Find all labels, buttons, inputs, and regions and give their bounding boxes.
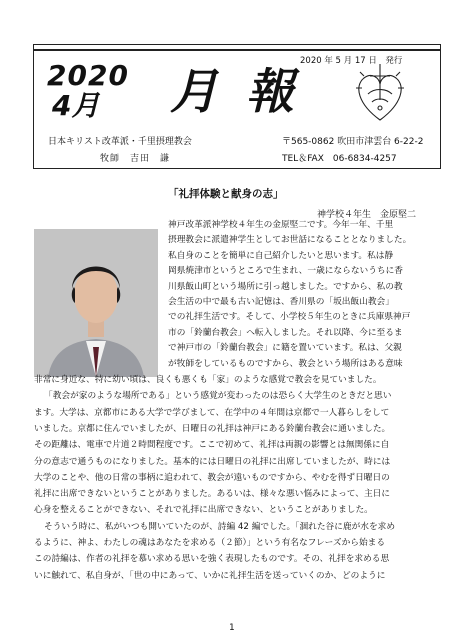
article-byline: 神学校４年生 金原堅二 xyxy=(317,210,417,220)
body-line: 岡県焼津市というところで生まれ、一歳にならないうちに香 xyxy=(168,266,403,277)
body-line: 私自身のことを簡単に自己紹介したいと思います。私は静 xyxy=(168,250,394,261)
body-line: で神戸市の「鈴蘭台教会」に籍を置いています。私は、父親 xyxy=(168,343,402,354)
body-line: そういう時に、私がいつも開いていたのが、詩編 42 編でした。「涸れた谷に鹿が水を求め xyxy=(44,521,396,532)
masthead-top-rule xyxy=(33,49,441,51)
body-line: 川県飯山町という場所に引っ越しました。ですから、私の教 xyxy=(168,281,403,292)
church-logo-icon xyxy=(350,60,410,126)
church-name: 日本キリスト改革派・千里摂理教会 xyxy=(48,137,192,147)
masthead-title: 月報 xyxy=(170,64,323,120)
body-line: での礼拝生活です。そして、小学校５年生のときに兵庫県神戸 xyxy=(168,312,411,323)
body-line: その距離は、電車で片道２時間程度です。ここで初めて、礼拝は両親の影響とは無関係に自 xyxy=(34,440,390,451)
church-tel: TEL＆FAX 06-6834-4257 xyxy=(282,154,397,164)
issue-date: 2020 年 5 月 17 日 発行 xyxy=(300,56,403,66)
body-line: 「教会が家のような場所である」という感覚が変わったのは恐らく大学生のときだと思い xyxy=(44,391,392,402)
body-line: 会生活の中で最も古い記憶は、香川県の「坂出飯山教会」 xyxy=(168,297,394,307)
author-photo xyxy=(34,229,158,377)
body-line: が牧師をしているものですから、教会という場所はある意味 xyxy=(168,358,403,369)
body-line: 心身を整えることができない、それで礼拝に出席できない、ということがありました。 xyxy=(34,505,373,516)
body-line: るように、神よ、わたしの魂はあなたを求める（２節）」という有名なフレーズから始まる xyxy=(34,538,386,548)
body-line: 分の意志で通うものになりました。基本的には日曜日の礼拝に出席していましたが、時には xyxy=(34,456,391,467)
article-title: 「礼拝体験と献身の志」 xyxy=(168,188,284,200)
church-address: 〒565-0862 吹田市津雲台 6-22-2 xyxy=(282,137,424,147)
body-line: ます。大学は、京都市にある大学で学びまして、在学中の４年間は京都で一人暮らしをして xyxy=(34,407,390,418)
body-line: 摂理教会に派遣神学生としてお世話になることとなりました。 xyxy=(168,235,412,246)
pastor-name: 牧師 吉田 謙 xyxy=(100,154,171,164)
body-line: 神戸改革派神学校４年生の金原堅二です。今年一年、千里 xyxy=(168,220,394,230)
page-number: 1 xyxy=(229,623,235,633)
masthead-month: 4月 xyxy=(52,89,100,122)
body-line: 礼拝に出席できないということがありました。あるいは、様々な悪い悩みによって、主日に xyxy=(34,489,391,500)
body-line: 非常に身近な、特に幼い頃は、良くも悪くも「家」のような感覚で教会を見ていました。 xyxy=(34,375,382,385)
body-line: いました。京都に住んでいましたが、日曜日の礼拝は神戸にある鈴蘭台教会に通いました。 xyxy=(34,423,391,434)
body-line: いに触れて、私自身が、「世の中にあって、いかに礼拝生活を送っていくのか、どのように xyxy=(34,570,386,581)
body-line: 市の「鈴蘭台教会」へ転入しました。それ以降、今に至るま xyxy=(168,327,403,338)
body-line: この詩編は、作者の礼拝を慕い求める思いを強く表現したものです。その、礼拝を求める思 xyxy=(34,554,390,565)
masthead-year: 2020 xyxy=(47,59,129,92)
body-line: 大学のことや、他の日常の事柄に追われて、教会が遠いものですから、やむを得ず日曜日の xyxy=(34,472,390,483)
